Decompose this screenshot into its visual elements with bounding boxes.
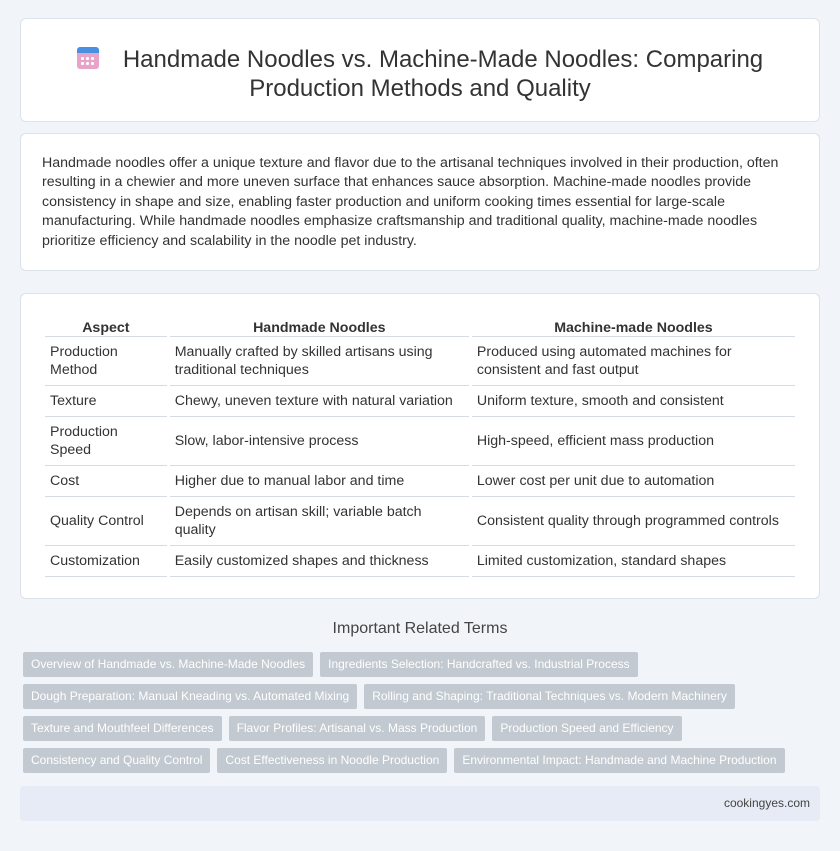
table-row xyxy=(45,546,795,577)
related-tag[interactable]: Rolling and Shaping: Traditional Techniques vs. Modern Machinery xyxy=(364,684,735,709)
table-row xyxy=(45,417,795,466)
related-tag[interactable]: Ingredients Selection: Handcrafted vs. Industrial Process xyxy=(320,652,638,677)
footer xyxy=(20,786,820,821)
cell-aspect: Production Method xyxy=(45,337,167,386)
calendar-icon xyxy=(77,47,99,69)
table-row xyxy=(45,337,795,386)
table-row xyxy=(45,386,795,417)
cell-aspect: Cost xyxy=(45,466,167,497)
cell-handmade: Depends on artisan skill; variable batch quality xyxy=(170,497,469,546)
comparison-table xyxy=(42,316,798,577)
page-title: Handmade Noodles vs. Machine-Made Noodles: Comparing Production Methods and Quality xyxy=(122,46,764,102)
comparison-table-card xyxy=(20,293,820,599)
table-row xyxy=(45,497,795,546)
related-tag[interactable]: Dough Preparation: Manual Kneading vs. Automated Mixing xyxy=(23,684,357,709)
cell-handmade: Manually crafted by skilled artisans using traditional techniques xyxy=(170,337,469,386)
tag-row xyxy=(23,716,823,741)
cell-aspect: Customization xyxy=(45,546,167,577)
related-tag[interactable]: Cost Effectiveness in Noodle Production xyxy=(217,748,447,773)
tag-row xyxy=(23,652,823,677)
summary-card xyxy=(20,133,820,271)
related-terms-tags xyxy=(23,652,823,780)
cell-machine-made: Consistent quality through programmed controls xyxy=(472,497,795,546)
cell-handmade: Chewy, uneven texture with natural variation xyxy=(170,386,469,417)
page-title-wrap xyxy=(21,45,819,103)
cell-handmade: Slow, labor-intensive process xyxy=(170,417,469,466)
tag-row xyxy=(23,684,823,709)
header-card xyxy=(20,18,820,122)
related-tag[interactable]: Consistency and Quality Control xyxy=(23,748,210,773)
header-handmade: Handmade Noodles xyxy=(170,316,469,337)
cell-machine-made: Produced using automated machines for consistent and fast output xyxy=(472,337,795,386)
cell-aspect: Texture xyxy=(45,386,167,417)
cell-handmade: Higher due to manual labor and time xyxy=(170,466,469,497)
header-machine-made: Machine-made Noodles xyxy=(472,316,795,337)
related-tag[interactable]: Texture and Mouthfeel Differences xyxy=(23,716,222,741)
cell-aspect: Production Speed xyxy=(45,417,167,466)
related-tag[interactable]: Overview of Handmade vs. Machine-Made Noodles xyxy=(23,652,313,677)
table-row xyxy=(45,466,795,497)
cell-machine-made: Limited customization, standard shapes xyxy=(472,546,795,577)
table-header-row xyxy=(45,316,795,337)
cell-machine-made: Lower cost per unit due to automation xyxy=(472,466,795,497)
related-tag[interactable]: Production Speed and Efficiency xyxy=(492,716,681,741)
cell-aspect: Quality Control xyxy=(45,497,167,546)
header-aspect: Aspect xyxy=(45,316,167,337)
summary-text: Handmade noodles offer a unique texture and flavor due to the artisanal techniques involved in their production, often resulting in a chewier and more uneven surface that enhances sauce absorption. Machine-made noodles provide consistency in shape and size, enabling faster production and uniform cooking times essential for large-scale manufacturing. While handmade noodles emphasize craftsmanship and traditional quality, machine-made noodles prioritize efficiency and scalability in the noodle pet industry. xyxy=(42,155,779,249)
footer-site-link[interactable]: cookingyes.com xyxy=(723,796,810,810)
tag-row xyxy=(23,748,823,773)
cell-handmade: Easily customized shapes and thickness xyxy=(170,546,469,577)
cell-machine-made: High-speed, efficient mass production xyxy=(472,417,795,466)
cell-machine-made: Uniform texture, smooth and consistent xyxy=(472,386,795,417)
related-tag[interactable]: Environmental Impact: Handmade and Machine Production xyxy=(454,748,784,773)
related-terms-title: Important Related Terms xyxy=(332,620,508,637)
related-tag[interactable]: Flavor Profiles: Artisanal vs. Mass Production xyxy=(229,716,486,741)
